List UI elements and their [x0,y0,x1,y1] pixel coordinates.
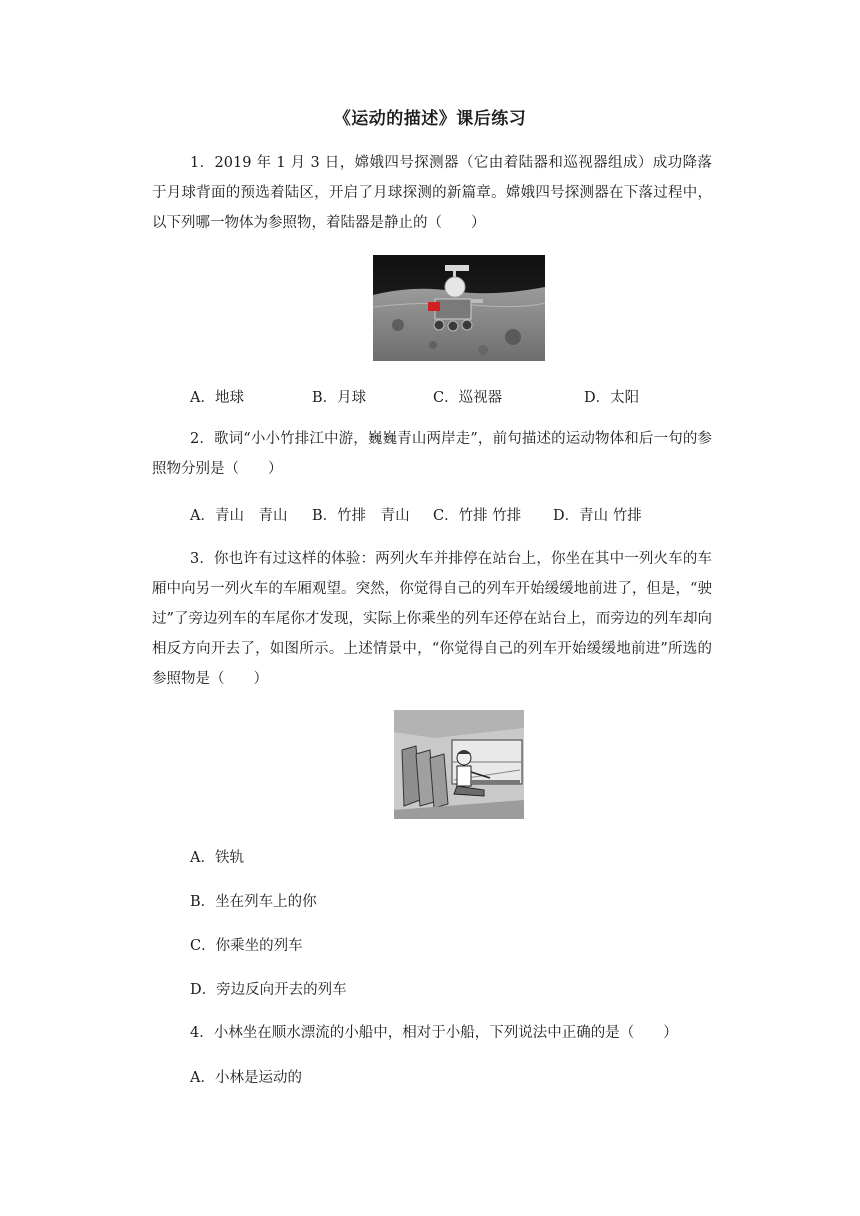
lunar-rover-photo [373,255,545,361]
q3-option-b: B．坐在列车上的你 [190,894,317,910]
q2-option-d: D．青山 竹排 [553,508,642,524]
q1-option-d: D．太阳 [584,390,640,406]
q2-option-b: B．竹排 青山 [312,508,410,524]
q3-option-a: A．铁轨 [190,850,244,866]
q1-option-b: B．月球 [312,390,367,406]
question-2-text: 2．歌词“小小竹排江中游，巍巍青山两岸走”，前句描述的运动物体和后一句的参照物分别是（ ） [152,431,712,477]
question-3-text: 3．你也许有过这样的体验：两列火车并排停在站台上，你坐在其中一列火车的车厢中向另一列火车的车厢观望。突然，你觉得自己的列车开始缓缓地前进了，但是，“驶过”了旁边列车的车尾你才发现，实际上你乘坐的列车还停在站台上，而旁边的列车却向相反方向开去了，如图所示。上述情景中，“你觉得自己的列车开始缓缓地前进”所选的参照物是（ ） [152,551,712,687]
q3-option-d: D．旁边反向开去的列车 [190,982,347,998]
train-passenger-sketch [394,710,524,819]
q2-option-a: A．青山 青山 [190,508,288,524]
question-4-text: 4．小林坐在顺水漂流的小船中，相对于小船，下列说法中正确的是（ ） [190,1025,678,1041]
q1-option-a: A．地球 [190,390,244,406]
q3-option-c: C．你乘坐的列车 [190,938,303,954]
q2-option-c: C．竹排 竹排 [433,508,522,524]
q1-option-c: C．巡视器 [433,390,503,406]
q4-option-a: A．小林是运动的 [190,1070,302,1086]
lunar-rover-image [373,255,545,361]
page-title: 《运动的描述》课后练习 [333,109,527,129]
train-sketch-image [394,710,524,819]
question-1-text: 1．2019 年 1 月 3 日，嫦娥四号探测器（它由着陆器和巡视器组成）成功降落于月球背面的预选着陆区，开启了月球探测的新篇章。嫦娥四号探测器在下落过程中，以下列哪一物体为参照物，着陆器是静止的（ ） [152,155,712,231]
